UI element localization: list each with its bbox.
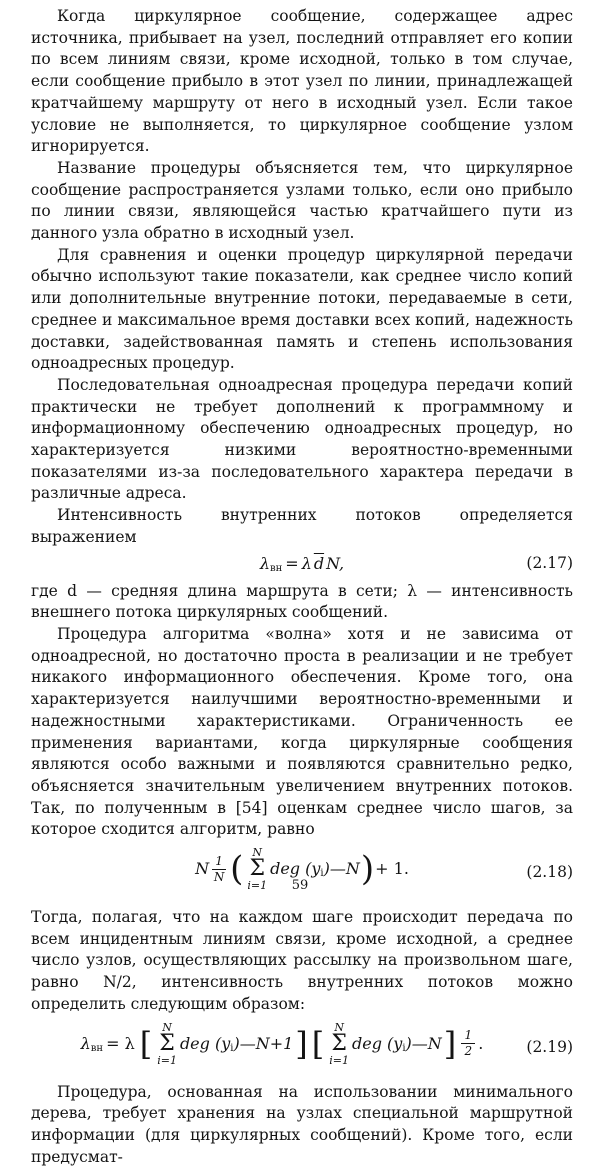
eq219-lhs-sub: вн: [90, 1042, 104, 1054]
paragraph-5: Интенсивность внутренних потоков определяется выражением: [31, 506, 573, 546]
eq217-equals: =: [285, 553, 299, 573]
eq219-tail: .: [478, 1033, 484, 1053]
equation-number-2-17: (2.17): [526, 553, 573, 572]
eq219-right-bracket-1: ]: [295, 1024, 308, 1063]
eq219-left-bracket-1: [: [139, 1024, 153, 1063]
eq219-sigma-2: Σ: [331, 1030, 347, 1056]
eq218-sum-top: N: [252, 846, 263, 860]
page-number: 59: [291, 878, 309, 893]
eq218-tail: + 1.: [375, 859, 409, 879]
eq219-left-bracket-2: [: [311, 1024, 325, 1063]
eq219-sum2-bottom: i=1: [329, 1053, 349, 1067]
eq219-term1: deg (y: [179, 1033, 231, 1053]
eq218-left-paren: (: [230, 849, 244, 890]
eq219-frac-num: 1: [464, 1028, 473, 1043]
eq218-term: deg (y: [270, 859, 321, 879]
eq219-sum-1: [157, 1022, 177, 1066]
eq218-n: N: [195, 859, 210, 879]
paragraph-4: Последовательная одноадресная процедура передачи копий практически не требует дополнений к программному и информационному обеспечению одноадресных процедур, но характеризуется низкими вероятностно-временными показателями из-за последовательного характера передачи в различные адреса.: [31, 375, 573, 503]
equation-number-2-18: (2.18): [526, 863, 573, 882]
eq219-fraction: [461, 1029, 475, 1058]
eq219-sigma-1: Σ: [159, 1030, 175, 1056]
paragraph-9: Процедура, основанная на использовании минимального дерева, требует хранения на узлах специальной маршрутной информации (для циркулярных сообщений). Кроме того, если предусмат-: [31, 1082, 573, 1166]
eq218-sigma: Σ: [249, 856, 265, 882]
eq217-lhs: λ: [259, 553, 270, 573]
eq218-term-sub: i: [320, 868, 324, 880]
eq217-d-bar: $\overline{d}$: [313, 553, 325, 573]
eq219-sum1-bottom: i=1: [157, 1053, 177, 1067]
eq219-term2: deg (y: [352, 1033, 403, 1053]
eq217-lambda: λ: [301, 553, 312, 573]
eq219-sum-2: [329, 1022, 349, 1066]
equation-2-17: [31, 553, 573, 579]
page-text: [31, 6, 573, 1168]
eq219-term1-sub: i: [230, 1042, 234, 1054]
eq219-term2-end: )—N: [405, 1033, 442, 1053]
eq219-equals: = λ: [106, 1033, 135, 1053]
eq219-sum2-top: N: [334, 1020, 344, 1034]
eq218-term-end: )—N: [323, 859, 360, 879]
equation-2-19: [31, 1022, 573, 1076]
eq219-lhs: λ: [80, 1033, 91, 1053]
eq219-frac-bar: [461, 1043, 475, 1044]
eq219-term2-sub: i: [402, 1042, 406, 1054]
paragraph-6: где d — средняя длина маршрута в сети; λ — интенсивность внешнего потока циркулярных сообщений.: [31, 581, 573, 622]
paragraph-1: Когда циркулярное сообщение, содержащее адрес источника, прибывает на узел, последний отправляет его копии по всем линиям связи, кроме исходной, только в том случае, если сообщение прибыло в этот узел по линии, принадлежащей кратчайшему маршруту от него в исходный узел. Если такое условие не выполняется, то циркулярное сообщение узлом игнорируется.: [31, 7, 573, 156]
equation-number-2-19: (2.19): [526, 1037, 573, 1056]
paragraph-2: Название процедуры объясняется тем, что циркулярное сообщение распространяется узлами только, если оно прибыло по линии связи, являющейся частью кратчайшего пути из данного узла обратно в исходный узел.: [31, 158, 573, 243]
eq219-term1-end: )—N+1: [233, 1033, 294, 1053]
eq218-frac-num: 1: [215, 853, 223, 868]
eq219-sum1-top: N: [162, 1020, 172, 1034]
paragraph-7: Процедура алгоритма «волна» хотя и не зависима от одноадресной, но достаточно проста в реализации и не требует никакого информационного обеспечения. Кроме того, она характеризуется наилучшими вероятностно-временными и надежностными характеристиками. Ограниченность ее применения вариантами, когда циркулярные сообщения являются особо важными и появляются сравнительно редко, объясняется значительным увеличением внутренних потоков. Так, по полученным в [54] оценкам среднее число шагов, за которое сходится алгоритм, равно: [31, 624, 573, 839]
paragraph-3: Для сравнения и оценки процедур циркулярной передачи обычно используют такие показатели, как среднее число копий или дополнительные внутренние потоки, передаваемые в сети, среднее и максимальное время доставки всех копий, надежность доставки, задействованная память и степень использования одноадресных процедур.: [31, 245, 573, 373]
eq219-right-bracket-2: ]: [443, 1024, 457, 1063]
eq218-frac-den: N: [213, 869, 225, 884]
paragraph-8: Тогда, полагая, что на каждом шаге происходит передача по всем инцидентным линиям связи, кроме исходной, а среднее число узлов, осуществляющих рассылку на произвольном шаге, равно N/2, интенсивность внутренних потоков можно определить следующим образом:: [31, 908, 573, 1013]
eq217-n: N,: [326, 553, 345, 573]
eq218-sum-bottom: i=1: [247, 879, 268, 893]
eq219-frac-den: 2: [464, 1044, 473, 1059]
eq217-lhs-sub: вн: [269, 562, 283, 574]
eq218-right-paren: ): [360, 849, 375, 890]
